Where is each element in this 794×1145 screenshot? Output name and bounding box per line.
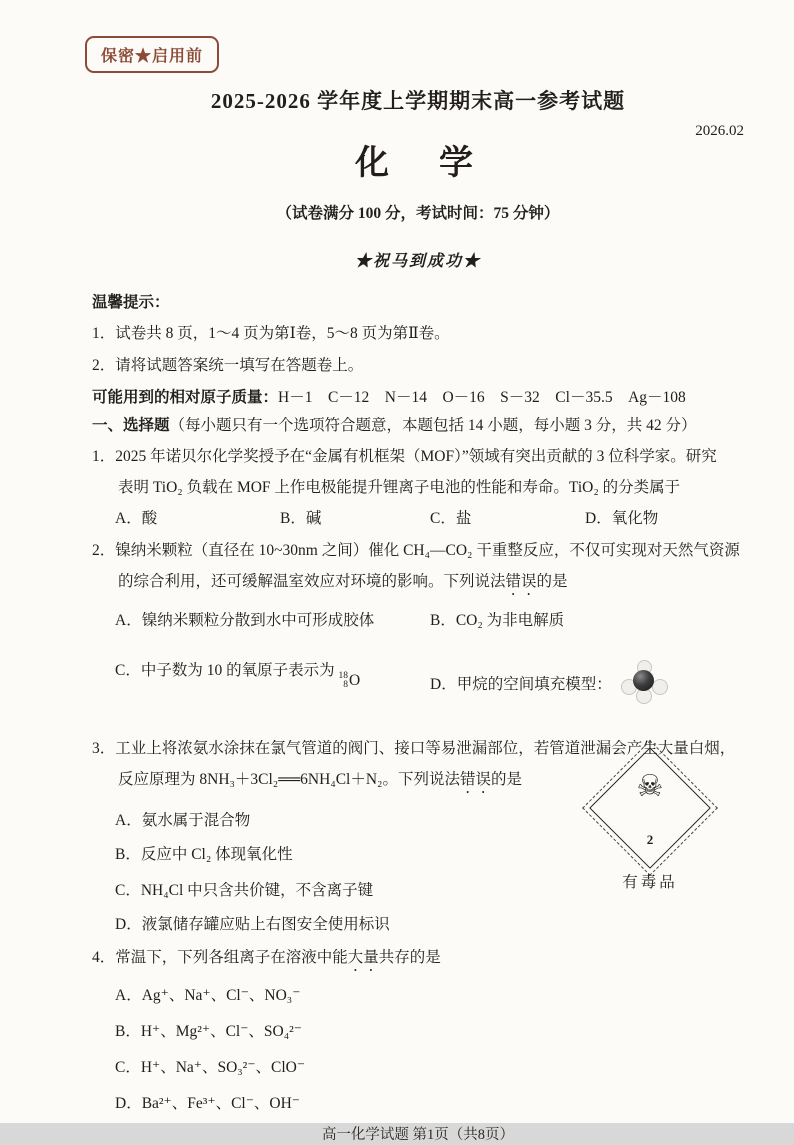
- q2-option-a: A．镍纳米颗粒分散到水中可形成胶体: [115, 612, 375, 629]
- q3-emphasis-wrong: 错误: [459, 771, 491, 788]
- question-2-options-ab: [92, 611, 744, 631]
- q3-option-a: A．氨水属于混合物: [115, 812, 251, 829]
- blessing-text: ★祝马到成功★: [354, 253, 481, 270]
- page-footer: 高一化学试题 第1页（共8页）: [321, 1127, 515, 1143]
- q4-option-b: B．H⁺、Mg²⁺、Cl⁻、SO₄²⁻: [115, 1023, 302, 1040]
- question-2-options-cd: [92, 661, 744, 703]
- q2-option-c: C．中子数为 10 的氧原子表示为 18 8 O: [115, 662, 361, 690]
- exam-info: （试卷满分 100 分，考试时间：75 分钟）: [276, 205, 560, 222]
- atomic-masses: [92, 388, 744, 408]
- skull-crossbones-icon: ☠: [636, 769, 664, 804]
- page-content: [92, 0, 744, 1145]
- secrecy-stamp-wrap: [85, 36, 744, 73]
- question-2-number: 2．: [92, 542, 116, 559]
- question-1-line-2: 表明 TiO₂ 负载在 MOF 上作电极能提升锂离子电池的性能和寿命。TiO₂ 的分类属于: [118, 479, 681, 496]
- atomic-masses-label: 可能用到的相对原子质量：: [92, 389, 279, 406]
- question-3-line-1: 3．工业上将浓氨水涂抹在氯气管道的阀门、接口等易泄漏部位，若管道泄漏会产生大量白烟，: [92, 740, 736, 757]
- q1-option-d: D．氧化物: [585, 510, 659, 527]
- q2-option-b: B．CO₂ 为非电解质: [430, 612, 565, 629]
- hazard-caption: 有毒品: [622, 874, 678, 891]
- q4-option-c: C．H⁺、Na⁺、SO₃²⁻、ClO⁻: [115, 1059, 306, 1076]
- q4-emphasis-amount: 大量: [347, 949, 379, 966]
- question-2-line-1: 2．镍纳米颗粒（直径在 10~30nm 之间）催化 CH₄—CO₂ 干重整反应，不仅可实现对天然气资源: [92, 542, 740, 559]
- q1-option-c: C．盐: [430, 510, 472, 527]
- q3-option-d: D．液氯储存罐应贴上右图安全使用标识: [115, 916, 390, 933]
- q2-emphasis-wrong: 错误: [505, 573, 537, 590]
- question-1-line-1: 1．2025 年诺贝尔化学奖授予在“金属有机框架（MOF）”领域有突出贡献的 3 位科学家。研究: [92, 448, 717, 465]
- question-4-number: 4．: [92, 949, 116, 966]
- q2-option-d: D．甲烷的空间填充模型：: [430, 661, 666, 703]
- question-3-number: 3．: [92, 740, 116, 757]
- question-1-number: 1．: [92, 448, 116, 465]
- question-4-stem: 4．常温下，下列各组离子在溶液中能大量共存的是: [92, 949, 441, 966]
- atomic-masses-values: H－1 C－12 N－14 O－16 S－32 Cl－35.5 Ag－108: [278, 389, 686, 406]
- q3-option-c: C．NH₄Cl 中只含共价键，不含离子键: [115, 882, 374, 899]
- hydrogen-atom-icon: [652, 679, 668, 695]
- carbon-atom-icon: [633, 670, 654, 691]
- hazard-diamond-inner-border: [589, 747, 711, 869]
- notice-item-2: 2．请将试题答案统一填写在答题卷上。: [92, 357, 364, 374]
- subject-title: 化 学: [355, 145, 481, 182]
- question-2-line-2: 的综合利用，还可缓解温室效应对环境的影响。下列说法错误的是: [118, 573, 568, 590]
- q4-option-d: D．Ba²⁺、Fe³⁺、Cl⁻、OH⁻: [115, 1095, 300, 1112]
- hazard-diamond-outer-border: [582, 740, 718, 876]
- page-title: 2025-2026 学年度上学期期末高一参考试题: [210, 89, 626, 113]
- isotope-atomic-number: 8: [343, 680, 348, 690]
- isotope-element-symbol: O: [348, 672, 361, 689]
- q3-option-b: B．反应中 Cl₂ 体现氧化性: [115, 846, 293, 863]
- q4-option-a: A．Ag⁺、Na⁺、Cl⁻、NO₃⁻: [115, 987, 301, 1004]
- question-3-line-2: 反应原理为 8NH₃＋3Cl₂══6NH₄Cl＋N₂。下列说法错误的是: [118, 771, 522, 788]
- methane-space-filling-model: [620, 661, 666, 703]
- isotope-mass-number: 18: [338, 671, 348, 681]
- secrecy-stamp: 保密★启用前: [85, 36, 219, 73]
- poison-hazard-label: [583, 744, 717, 892]
- notice-heading: 温馨提示：: [92, 294, 170, 311]
- isotope-notation: [338, 671, 360, 691]
- question-1-options: [92, 509, 744, 529]
- section-1-heading: 一、选择题（每小题只有一个选项符合题意，本题包括 14 小题，每小题 3 分，共 42 分）: [92, 417, 697, 434]
- notice-item-1: 1．试卷共 8 页，1～4 页为第Ⅰ卷，5～8 页为第Ⅱ卷。: [92, 325, 450, 342]
- exam-date: 2026.02: [695, 123, 744, 139]
- q1-option-b: B．碱: [280, 510, 322, 527]
- hazard-class-number: 2: [646, 832, 654, 847]
- q1-option-a: A．酸: [115, 510, 158, 527]
